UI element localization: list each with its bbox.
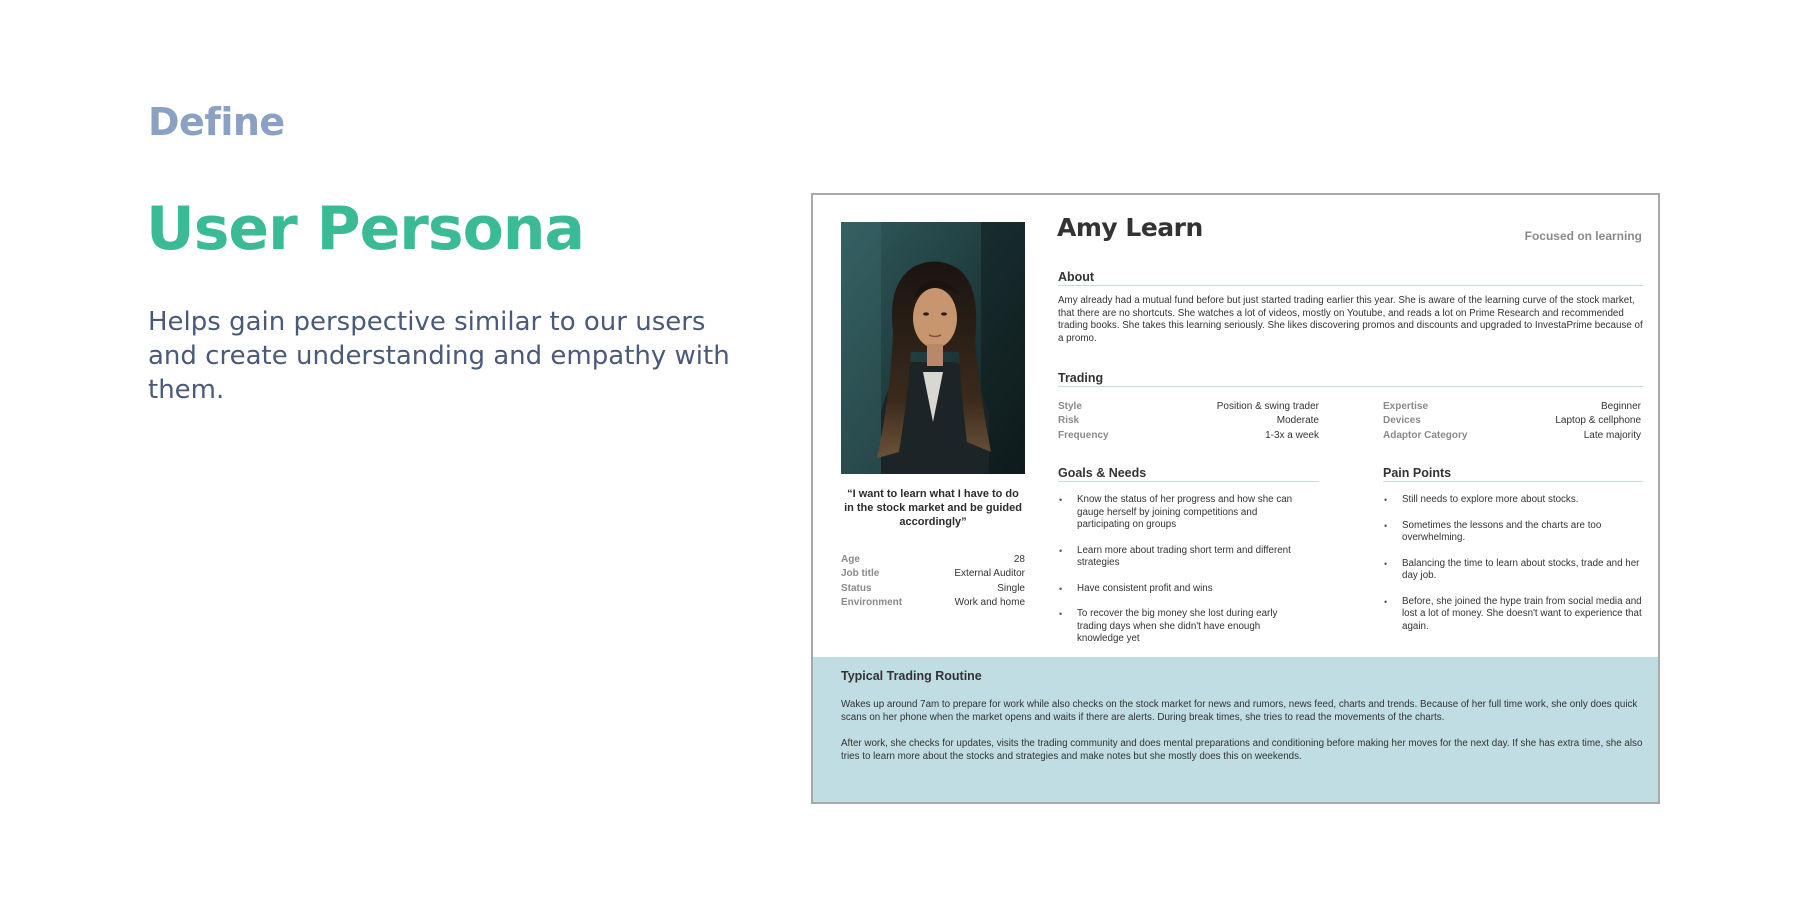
persona-facts <box>841 553 1025 610</box>
trading-row <box>1383 400 1641 414</box>
page-title: User Persona <box>146 194 584 264</box>
trading-row <box>1383 414 1641 428</box>
routine-paragraph: Wakes up around 7am to prepare for work while also checks on the stock market for news and rumors, news feed, charts and trends. Because of her full time work, she only does quick scans on her phone when the market opens and waits if there are alerts. During break times, she tries to read the movements of the charts. <box>841 699 1638 723</box>
trading-details-right <box>1383 400 1641 443</box>
persona-name: Amy Learn <box>1057 213 1203 242</box>
fact-label: Age <box>841 554 860 565</box>
pain-points-heading: Pain Points <box>1383 466 1643 482</box>
trading-row <box>1058 429 1319 443</box>
pain-point-item: • Before, she joined the hype train from social media and lost a lot of money. She doesn't want to experience that again. <box>1384 596 1642 634</box>
goal-item: • Know the status of her progress and how she can gauge herself by joining competitions and participating on groups <box>1059 494 1309 532</box>
fact-value: Single <box>997 582 1025 594</box>
about-text: Amy already had a mutual fund before but just started trading earlier this year. She is aware of the learning curve of the stock market, that there are no shortcuts. She watches a lot of videos, mostly on Youtube, and reads a lot on Prime Research and recommended trading books. She takes this learning seriously. She likes discovering promos and discounts and upgraded to InvestaPrime because of a promo. <box>1058 295 1643 344</box>
fact-row <box>841 553 1025 567</box>
routine-heading: Typical Trading Routine <box>841 669 982 683</box>
fact-label: Status <box>841 582 872 594</box>
trading-value: Moderate <box>1276 415 1319 427</box>
goals-list <box>1059 494 1309 659</box>
trading-value: Position & swing trader <box>1216 401 1319 412</box>
fact-row <box>841 567 1025 581</box>
trading-routine-panel <box>813 657 1658 804</box>
trading-label: Risk <box>1058 415 1080 427</box>
fact-label: Environment <box>841 596 903 608</box>
fact-row <box>841 596 1025 610</box>
trading-label: Devices <box>1383 415 1421 427</box>
goals-heading: Goals & Needs <box>1058 466 1319 482</box>
trading-value: 1-3x a week <box>1265 429 1319 441</box>
goal-item: • To recover the big money she lost during early trading days when she didn't have enough knowledge yet <box>1059 608 1309 646</box>
pain-point-item: • Still needs to explore more about stocks. <box>1384 494 1642 507</box>
pain-point-item: • Balancing the time to learn about stocks, trade and her day job. <box>1384 558 1642 583</box>
goal-item: • Have consistent profit and wins <box>1059 583 1309 596</box>
trading-row <box>1058 414 1319 428</box>
trading-label: Frequency <box>1058 429 1109 441</box>
routine-paragraph: After work, she checks for updates, visits the trading community and does mental preparations and conditioning before making her moves for the next day. If she has extra time, she also tries to learn more about the stocks and strategies and make notes but she mostly does this on weekends. <box>841 738 1643 762</box>
trading-label: Expertise <box>1383 401 1429 412</box>
persona-card <box>811 193 1660 804</box>
trading-value: Beginner <box>1600 401 1641 412</box>
fact-value: 28 <box>1013 554 1025 565</box>
trading-value: Late majority <box>1583 429 1641 441</box>
about-heading: About <box>1058 270 1643 286</box>
persona-tagline: Focused on learning <box>1524 229 1642 243</box>
goal-item: • Learn more about trading short term and different strategies <box>1059 545 1309 570</box>
trading-label: Adaptor Category <box>1383 429 1468 441</box>
persona-quote: “I want to learn what I have to do in the stock market and be guided accordingly” <box>844 488 1022 528</box>
trading-heading: Trading <box>1058 371 1643 387</box>
section-eyebrow: Define <box>148 100 285 144</box>
pain-point-item: • Sometimes the lessons and the charts are too overwhelming. <box>1384 520 1642 545</box>
trading-details-left <box>1058 400 1319 443</box>
trading-label: Style <box>1058 401 1082 412</box>
fact-value: External Auditor <box>954 568 1025 580</box>
persona-photo <box>841 222 1025 474</box>
pain-points-list <box>1384 494 1642 646</box>
trading-row <box>1058 400 1319 414</box>
page-description: Helps gain perspective similar to our users and create understanding and empathy with them. <box>148 307 730 405</box>
fact-label: Job title <box>841 568 880 580</box>
fact-value: Work and home <box>954 596 1025 608</box>
trading-value: Laptop & cellphone <box>1555 415 1641 427</box>
fact-row <box>841 582 1025 596</box>
trading-row <box>1383 429 1641 443</box>
